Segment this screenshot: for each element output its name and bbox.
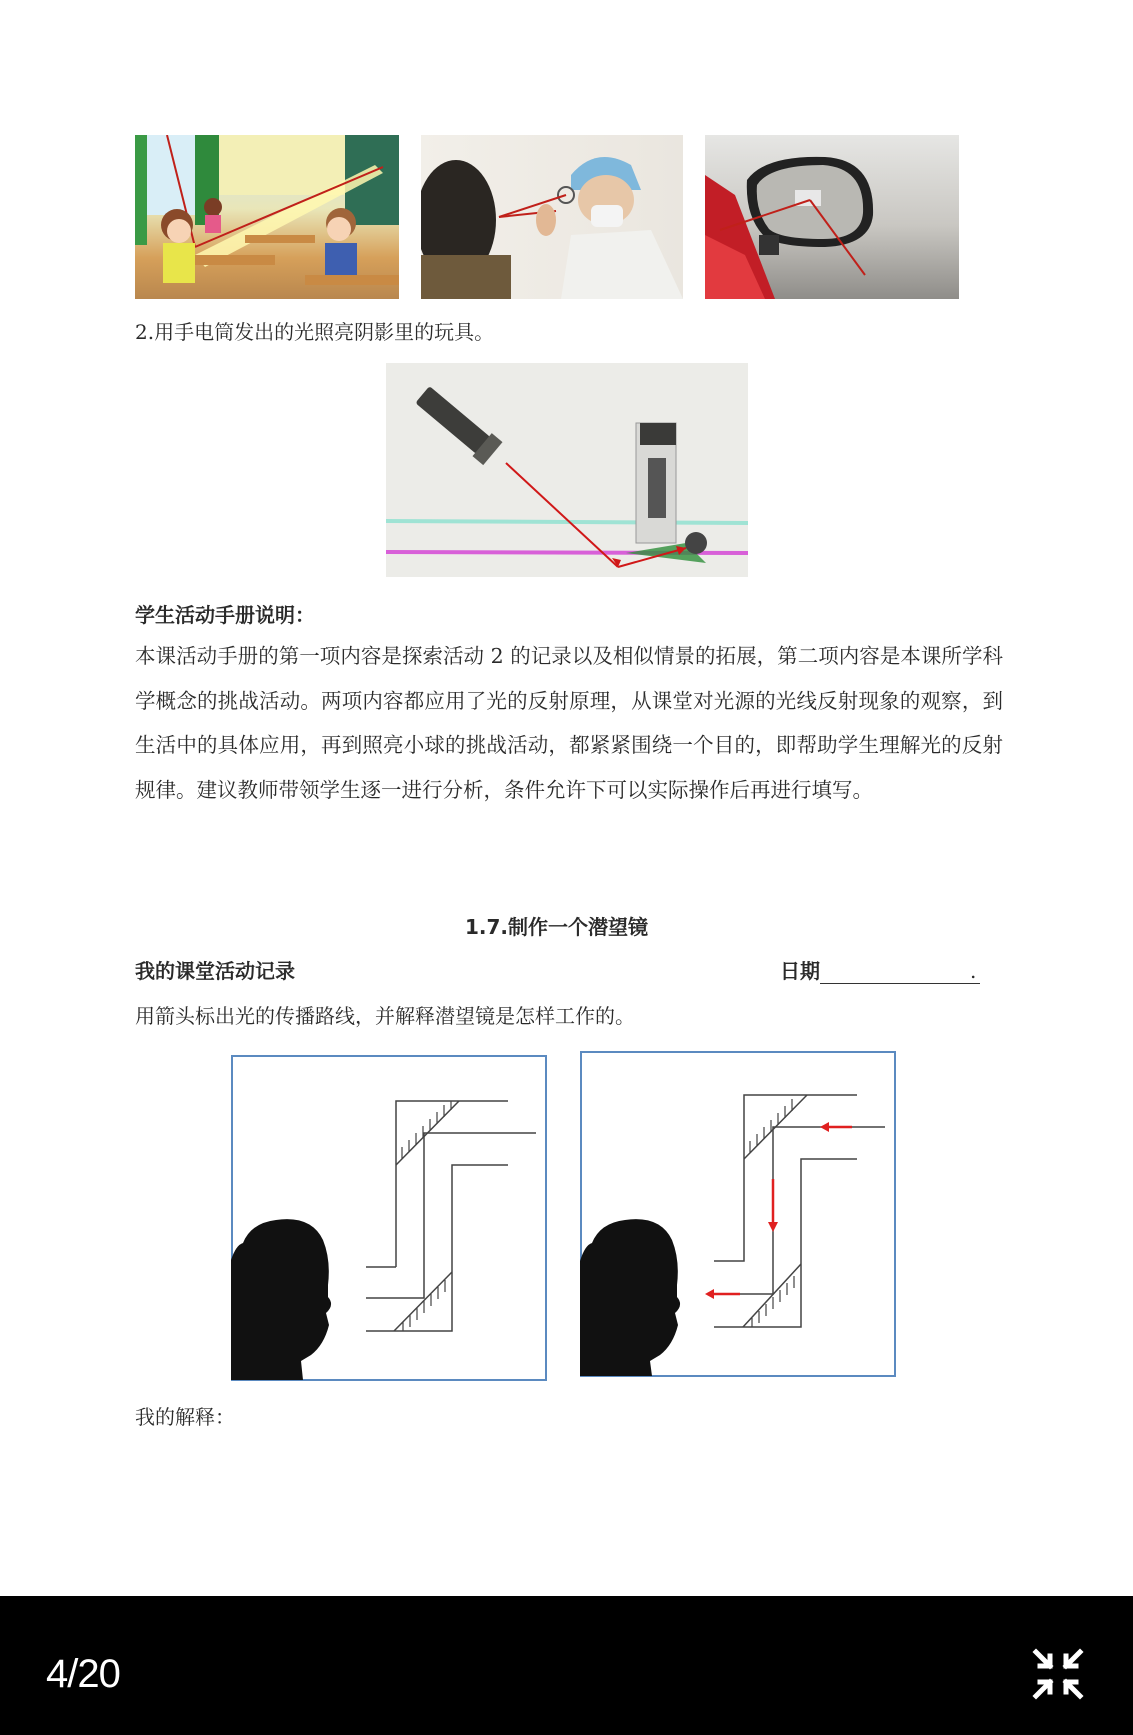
date-blank-line[interactable] [820,963,980,984]
periscope-diagram-with-arrows [580,1051,897,1378]
instruction-text: 用箭头标出光的传播路线，并解释潜望镜是怎样工作的。 [135,1004,635,1028]
flashlight-toy-shadow-image [386,363,748,577]
doctor-head-mirror-photo [421,135,683,299]
explanation-label: 我的解释： [135,1405,235,1429]
viewer-bottom-bar [0,1596,1133,1735]
page-indicator: 4/20 [46,1652,120,1696]
handbook-paragraph: 本课活动手册的第一项内容是探索活动 2 的记录以及相似情景的拓展，第二项内容是本课所学科学概念的挑战活动。两项内容都应用了光的反射原理，从课堂对光源的光线反射现象的观察，到生活中的具体应用，再到照亮小球的挑战活动，都紧紧围绕一个目的，即帮助学生理解光的反射规律。建议教师带领学生逐一进行分析，条件允许下可以实际操作后再进行填写。 [135,644,1003,802]
exit-fullscreen-button[interactable] [1030,1646,1086,1702]
handbook-heading: 学生活动手册说明： [135,603,315,627]
date-suffix: . [970,959,977,983]
date-field[interactable] [780,955,976,984]
record-label: 我的课堂活动记录 [135,959,295,983]
item-2-text: 2.用手电筒发出的光照亮阴影里的玩具。 [135,320,495,344]
classroom-light-reflection-illustration [135,135,399,299]
date-label: 日期 [780,959,820,983]
section-title: 1.7.制作一个潜望镜 [465,915,649,939]
car-side-mirror-photo [705,135,959,299]
periscope-diagram-blank [231,1055,548,1382]
exit-fullscreen-icon [1030,1646,1086,1702]
